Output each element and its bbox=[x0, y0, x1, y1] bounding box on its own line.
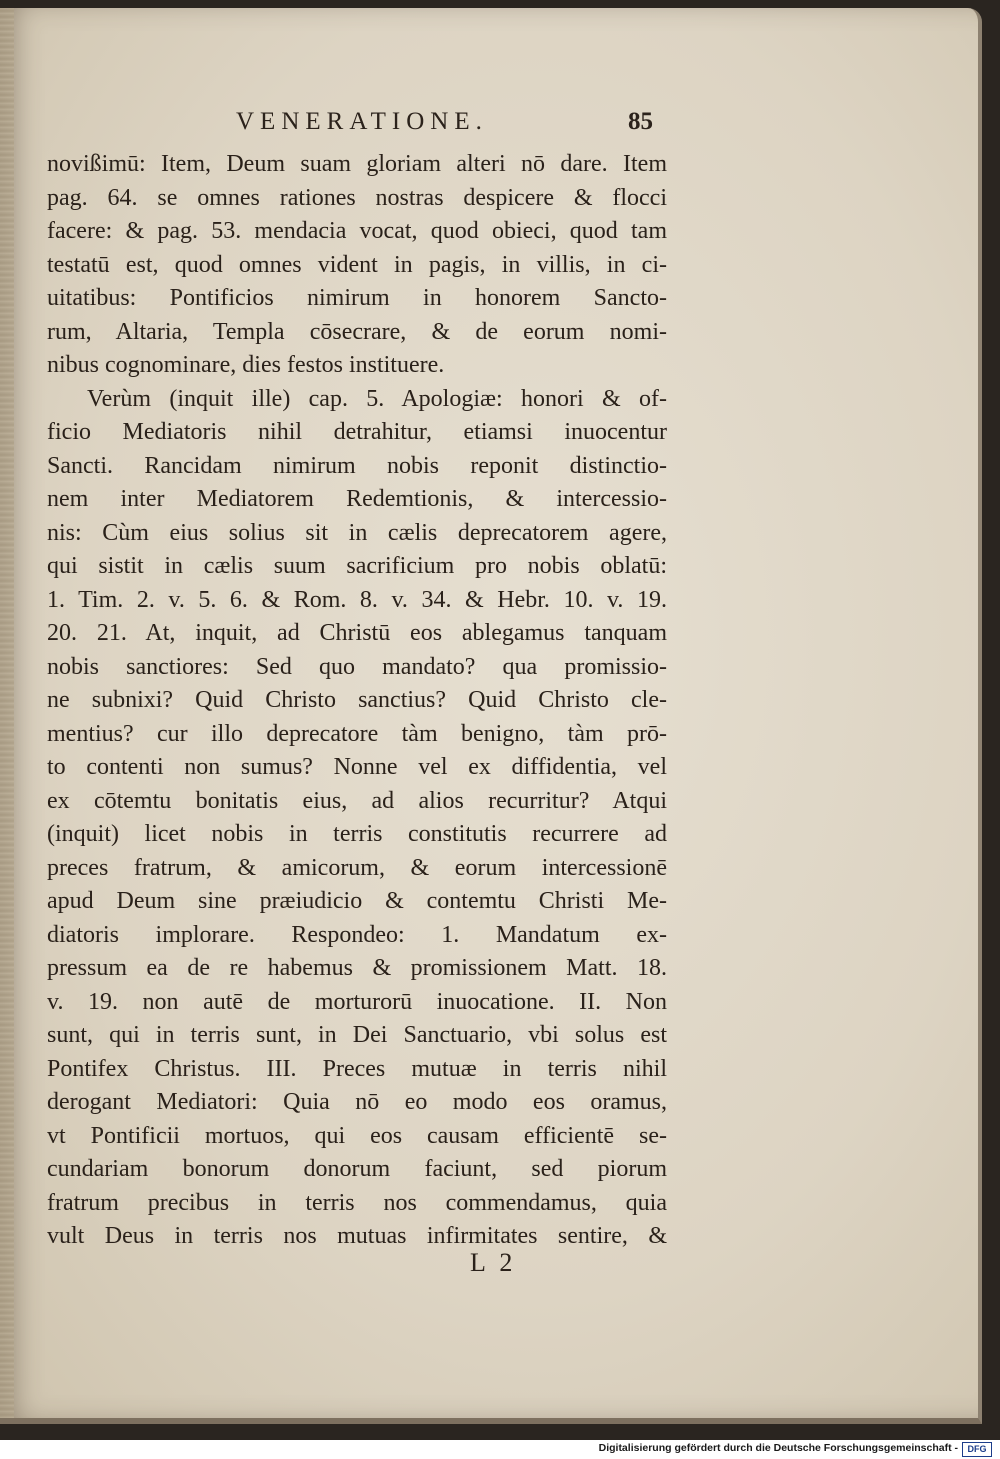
running-head-title: VENERATIONE. bbox=[236, 108, 488, 135]
signature-mark: L 2 bbox=[470, 1248, 517, 1277]
text-line: qui sistit in cælis suum sacrificium pro nobis oblatū: bbox=[47, 553, 667, 579]
text-line: fratrum precibus in terris nos commendamus, quia bbox=[47, 1189, 667, 1216]
running-head bbox=[0, 104, 978, 144]
text-line: rum, Altaria, Templa cōsecrare, & de eorum nomi- bbox=[47, 318, 667, 345]
text-line: sunt, qui in terris sunt, in Dei Sanctuario, vbi solus est bbox=[47, 1022, 667, 1048]
text-line: mentius? cur illo deprecatore tàm benigno, tàm prō- bbox=[47, 720, 667, 747]
text-line: apud Deum sine præiudicio & contemtu Christi Me- bbox=[47, 888, 667, 914]
text-line: facere: & pag. 53. mendacia vocat, quod obieci, quod tam bbox=[47, 218, 667, 244]
text-line: 1. Tim. 2. v. 5. 6. & Rom. 8. v. 34. & Hebr. 10. v. 19. bbox=[47, 586, 667, 613]
text-line: 20. 21. At, inquit, ad Christū eos ablegamus tanquam bbox=[47, 620, 667, 646]
text-line: pressum ea de re habemus & promissionem Matt. 18. bbox=[47, 955, 667, 981]
text-line: preces fratrum, & amicorum, & eorum intercessionē bbox=[47, 854, 667, 881]
text-line: nibus cognominare, dies festos instituere. bbox=[47, 352, 445, 378]
text-line: nem inter Mediatorem Redemtionis, & intercessio- bbox=[47, 486, 667, 512]
text-line: to contenti non sumus? Nonne vel ex diffidentia, vel bbox=[47, 754, 667, 780]
page-fore-edge bbox=[0, 8, 14, 1418]
text-line: testatū est, quod omnes vident in pagis, in villis, in ci- bbox=[47, 251, 667, 278]
text-line: diatoris implorare. Respondeo: 1. Mandatum ex- bbox=[47, 921, 667, 948]
text-line: vt Pontificii mortuos, qui eos causam efficientē se- bbox=[47, 1122, 667, 1149]
text-line: pag. 64. se omnes rationes nostras despicere & flocci bbox=[47, 184, 667, 211]
text-line: cundariam bonorum donorum faciunt, sed piorum bbox=[47, 1156, 667, 1182]
text-line: v. 19. non autē de morturorū inuocatione. II. Non bbox=[47, 988, 667, 1015]
text-line: (inquit) licet nobis in terris constitutis recurrere ad bbox=[47, 821, 667, 847]
text-line: Pontifex Christus. III. Preces mutuæ in terris nihil bbox=[47, 1055, 667, 1082]
funding-credit: Digitalisierung gefördert durch die Deutsche Forschungsgemeinschaft - bbox=[598, 1442, 958, 1454]
text-line: nobis sanctiores: Sed quo mandato? qua promissio- bbox=[47, 653, 667, 680]
dfg-logo-icon: DFG bbox=[962, 1442, 992, 1457]
text-line: nis: Cùm eius solius sit in cælis deprecatorem agere, bbox=[47, 519, 667, 546]
text-line: novißimū: Item, Deum suam gloriam alteri nō dare. Item bbox=[47, 151, 667, 177]
text-line: ex cōtemtu bonitatis eius, ad alios recurritur? Atqui bbox=[47, 787, 667, 814]
text-line: vult Deus in terris nos mutuas infirmitates sentire, & bbox=[47, 1223, 667, 1249]
text-line: Sancti. Rancidam nimirum nobis reponit distinctio- bbox=[47, 452, 667, 479]
paragraph-start-line: Verùm (inquit ille) cap. 5. Apologiæ: honori & of- bbox=[87, 385, 667, 412]
text-line: ne subnixi? Quid Christo sanctius? Quid Christo cle- bbox=[47, 687, 667, 713]
text-line: derogant Mediatori: Quia nō eo modo eos oramus, bbox=[47, 1089, 667, 1115]
text-line: ficio Mediatoris nihil detrahitur, etiamsi inuocentur bbox=[47, 419, 667, 445]
page-number: 85 bbox=[628, 108, 653, 135]
text-block bbox=[47, 148, 667, 1254]
footer-bar bbox=[0, 1440, 1000, 1459]
text-line: uitatibus: Pontificios nimirum in honorem Sancto- bbox=[47, 285, 667, 311]
book-page bbox=[0, 8, 982, 1424]
